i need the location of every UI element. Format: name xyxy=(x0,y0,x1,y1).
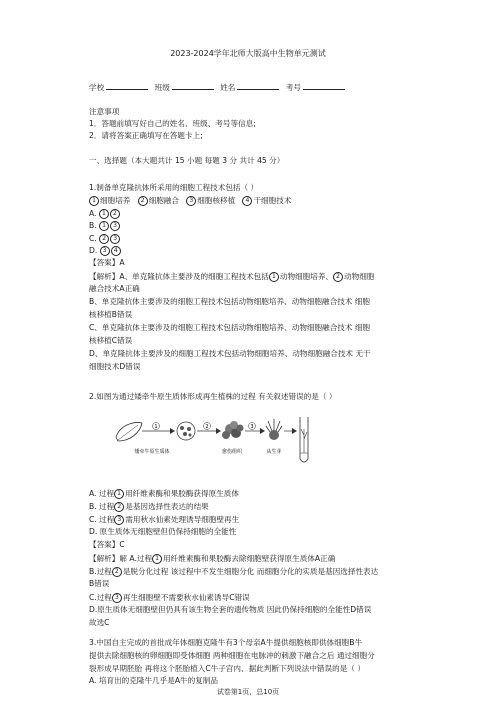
exam-number-label: 考号 xyxy=(285,83,302,92)
step-number: 2 xyxy=(205,424,209,430)
text: 用纤维素酶和果胶酶获得原生质体 xyxy=(125,489,239,498)
school-label: 学校 xyxy=(89,83,105,92)
text: C.过程 xyxy=(89,593,112,602)
q1-explanation-line: 融合技术A正确 xyxy=(89,284,140,293)
text: 是基因选择性表达的结果 xyxy=(125,502,209,511)
text: 动物细胞 xyxy=(344,272,375,281)
option-label: B. xyxy=(89,221,97,230)
notice-title: 注意事项 xyxy=(89,107,120,116)
q1-explanation-line xyxy=(89,272,374,282)
circled-number: 1 xyxy=(152,554,162,564)
q3-stem-line: 3.中国自主完成的首批成年体细胞克隆牛有3个母亲A牛提供细胞核即供体细胞B牛 xyxy=(89,638,363,647)
figure-label: 矮牵牛原生质体 xyxy=(134,449,170,455)
q1-items xyxy=(89,196,291,206)
text: 【解析】解 A.过程 xyxy=(89,554,153,563)
circled-number: 3 xyxy=(186,196,196,206)
process-arrow-3 xyxy=(245,423,265,435)
circled-number: 1 xyxy=(114,489,124,499)
name-blank[interactable] xyxy=(237,82,279,90)
circled-number: 3 xyxy=(112,593,122,603)
circled-number: 3 xyxy=(100,246,110,256)
circled-number: 1 xyxy=(99,209,109,219)
section-heading: 一、选择题（本大题共计 15 小题 每题 3 分 共计 45 分） xyxy=(89,156,285,165)
circled-number: 3 xyxy=(114,515,124,525)
circled-number: 4 xyxy=(111,246,121,256)
exam-title: 2023-2024学年北师大版高中生物单元测试 xyxy=(170,49,326,58)
student-info-line xyxy=(89,82,349,92)
circled-number: 2 xyxy=(114,502,124,512)
notice-item: 2．请将答案正确填写在答题卡上; xyxy=(89,131,203,140)
step-number: 3 xyxy=(250,424,254,430)
q3-stem-line: 提供去除细胞核的卵细胞即受体细胞 两种细胞在电脉冲的刺激下融合之后 通过细胞分 xyxy=(89,651,375,660)
q1-option-b xyxy=(89,221,121,231)
regeneration-process-figure xyxy=(112,415,312,473)
option-label: A. xyxy=(89,209,97,218)
q2-explanation-line xyxy=(89,554,335,564)
school-blank[interactable] xyxy=(106,82,148,90)
class-blank[interactable] xyxy=(172,82,214,90)
q1-explanation-line: 核移植B错误 xyxy=(89,310,133,319)
option-label: C. xyxy=(89,234,97,243)
text: B. 过程 xyxy=(89,502,115,511)
test-tube-icon xyxy=(300,417,308,462)
exam-number-blank[interactable] xyxy=(303,82,345,90)
q1-option-d xyxy=(89,246,122,256)
text: 是脱分化过程 该过程中不发生细胞分化 而细胞分化的实质是基因选择性表达 xyxy=(122,567,379,576)
circled-number: 2 xyxy=(138,196,148,206)
q2-explanation-line xyxy=(89,567,378,577)
q2-option-b xyxy=(89,502,209,512)
process-arrow-2 xyxy=(197,423,221,435)
q1-item: 细胞融合 xyxy=(148,196,179,205)
circled-number: 1 xyxy=(89,196,99,206)
circled-number: 2 xyxy=(112,567,122,577)
q1-item: 干细胞技术 xyxy=(253,196,292,205)
q1-item: 细胞培养 xyxy=(100,196,131,205)
text: 【解析】A、单克隆抗体主要涉及的细胞工程技术包括 xyxy=(89,272,269,281)
shoot-cluster-icon xyxy=(266,419,282,440)
q1-explanation-line: C、单克隆抗体主要涉及的细胞工程技术包括动物细胞培养、动物细胞融合技术 细胞 xyxy=(89,323,371,332)
circled-number: 4 xyxy=(242,196,252,206)
q1-answer: 【答案】A xyxy=(89,258,125,267)
option-label: D. xyxy=(89,246,98,255)
q2-option-a xyxy=(89,489,239,499)
circled-number: 3 xyxy=(110,221,120,231)
text: 用纤维素酶和果胶酶去除细胞壁获得原生质体A正确 xyxy=(163,554,336,563)
q1-explanation-line: 细胞技术D错误 xyxy=(89,362,141,371)
q2-explanation-line: 故选C xyxy=(89,618,110,627)
text: C. 过程 xyxy=(89,515,115,524)
text: 动物细胞培养、 xyxy=(279,272,334,281)
page-footer: 试卷第1页，总10页 xyxy=(216,688,280,696)
name-label: 姓名 xyxy=(220,83,236,92)
text: 再生细胞壁不需要秋水仙素诱导C错误 xyxy=(122,593,250,602)
text: B.过程 xyxy=(89,567,112,576)
q1-explanation-line: B、单克隆抗体主要涉及的细胞工程技术包括动物细胞培养、动物细胞融合技术 细胞 xyxy=(89,297,370,306)
protoplast-icon xyxy=(177,422,195,440)
class-label: 班级 xyxy=(154,83,170,92)
circled-number: 2 xyxy=(110,209,120,219)
circled-number: 2 xyxy=(333,272,343,282)
text: 需用秋水仙素处理诱导细胞壁再生 xyxy=(125,515,240,524)
q1-explanation-line: 核移植C错误 xyxy=(89,336,133,345)
figure-label: 从生芽 xyxy=(266,449,282,455)
leaf-icon xyxy=(116,423,142,441)
q3-stem-line: 裂形成早期胚胎 再将这个胚胎植入C牛子宫内、据此判断下列说法中错误的是（ ） xyxy=(89,664,365,673)
q2-explanation-line xyxy=(89,593,250,603)
callus-icon xyxy=(222,421,244,439)
q2-explanation-line: D.原生质体无细胞壁但仍具有该生物全套的遗传物质 因此仍保持细胞的全能性D错误 xyxy=(89,605,372,614)
q3-option-a: A. 培育出的克隆牛几乎是A牛的复制品 xyxy=(89,676,218,685)
q1-option-c xyxy=(89,234,121,244)
notice-item: 1．答题前填写好自己的姓名、班级、考号等信息; xyxy=(89,119,256,128)
process-arrow-1 xyxy=(142,423,175,435)
q2-explanation-line: B错误 xyxy=(89,579,110,588)
q2-stem: 2.如图为通过矮牵牛原生质体形成再生植株的过程 有关叙述错误的是（ ） xyxy=(89,392,337,401)
q1-stem: 1.制备单克隆抗体所采用的细胞工程技术包括（ ） xyxy=(89,183,259,192)
q1-explanation-line: D、单克隆抗体主要涉及的细胞工程技术包括动物细胞培养、动物细胞融合技术 无干 xyxy=(89,349,371,358)
q2-answer: 【答案】C xyxy=(89,540,125,549)
step-number: 1 xyxy=(154,424,158,430)
circled-number: 2 xyxy=(99,234,109,244)
circled-number: 3 xyxy=(110,234,120,244)
q1-option-a xyxy=(89,209,121,219)
figure-label: 愈伤组织 xyxy=(221,449,243,455)
text: A. 过程 xyxy=(89,489,115,498)
circled-number: 1 xyxy=(99,221,109,231)
q2-option-d: D. 原生质体无细胞壁但仍保持细胞的全能性 xyxy=(89,527,237,536)
circled-number: 1 xyxy=(269,272,279,282)
process-arrow-4 xyxy=(284,428,297,434)
q1-item: 细胞核移植 xyxy=(197,196,236,205)
q2-option-c xyxy=(89,515,239,525)
